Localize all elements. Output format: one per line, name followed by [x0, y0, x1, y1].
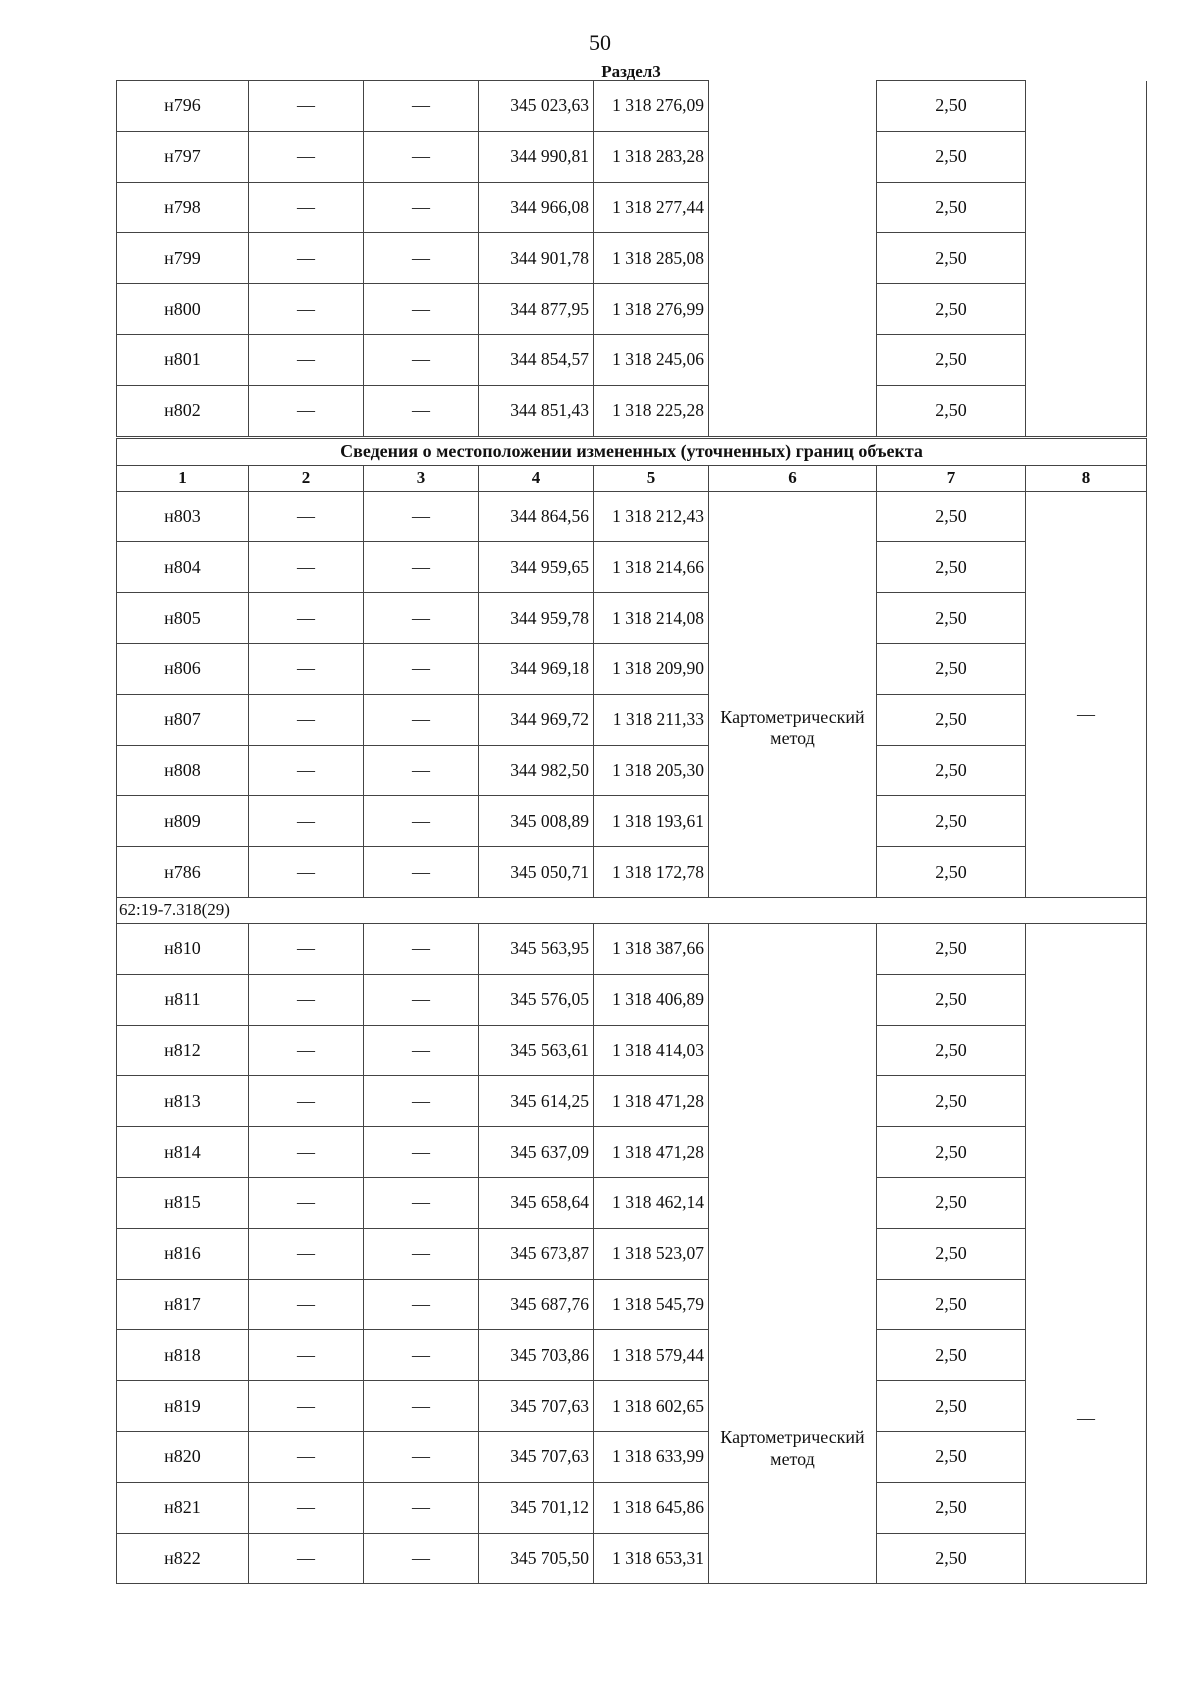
old-x-cell: — [249, 1177, 364, 1228]
x-coordinate-cell: 344 959,65 [479, 542, 594, 593]
old-y-cell: — [364, 643, 479, 694]
accuracy-cell: 2,50 [877, 643, 1026, 694]
y-coordinate-cell: 1 318 214,66 [594, 542, 709, 593]
point-id-cell: н822 [117, 1533, 249, 1584]
old-y-cell: — [364, 974, 479, 1025]
point-id-cell: н819 [117, 1381, 249, 1432]
table-row [117, 1127, 1147, 1178]
old-y-cell: — [364, 593, 479, 644]
column-number-5: 5 [594, 465, 709, 491]
old-y-cell: — [364, 1381, 479, 1432]
point-id-cell: н817 [117, 1279, 249, 1330]
y-coordinate-cell: 1 318 387,66 [594, 923, 709, 974]
y-coordinate-cell: 1 318 471,28 [594, 1076, 709, 1127]
accuracy-cell: 2,50 [877, 1482, 1026, 1533]
point-id-cell: н815 [117, 1177, 249, 1228]
table-row [117, 1482, 1147, 1533]
table-row [117, 694, 1147, 745]
x-coordinate-cell: 344 969,18 [479, 643, 594, 694]
table-block-a [117, 81, 1147, 438]
x-coordinate-cell: 345 705,50 [479, 1533, 594, 1584]
accuracy-cell: 2,50 [877, 1025, 1026, 1076]
description-cell [1026, 81, 1147, 438]
x-coordinate-cell: 345 658,64 [479, 1177, 594, 1228]
table-row [117, 1076, 1147, 1127]
page-number: 50 [589, 30, 611, 55]
table-row [117, 847, 1147, 898]
x-coordinate-cell: 345 614,25 [479, 1076, 594, 1127]
old-x-cell: — [249, 1431, 364, 1482]
table-row [117, 745, 1147, 796]
old-y-cell: — [364, 1025, 479, 1076]
x-coordinate-cell: 344 966,08 [479, 182, 594, 233]
y-coordinate-cell: 1 318 193,61 [594, 796, 709, 847]
column-number-7: 7 [877, 465, 1026, 491]
x-coordinate-cell: 345 023,63 [479, 81, 594, 132]
y-coordinate-cell: 1 318 211,33 [594, 694, 709, 745]
old-x-cell: — [249, 1330, 364, 1381]
method-cell: Картометрический метод [709, 491, 877, 897]
accuracy-cell: 2,50 [877, 1127, 1026, 1178]
table-row [117, 1330, 1147, 1381]
table-row [117, 1431, 1147, 1482]
y-coordinate-cell: 1 318 283,28 [594, 131, 709, 182]
point-id-cell: н818 [117, 1330, 249, 1381]
old-x-cell: — [249, 1076, 364, 1127]
y-coordinate-cell: 1 318 633,99 [594, 1431, 709, 1482]
old-x-cell: — [249, 385, 364, 437]
x-coordinate-cell: 345 673,87 [479, 1228, 594, 1279]
old-y-cell: — [364, 233, 479, 284]
old-y-cell: — [364, 1330, 479, 1381]
x-coordinate-cell: 345 050,71 [479, 847, 594, 898]
point-id-cell: н820 [117, 1431, 249, 1482]
accuracy-cell: 2,50 [877, 1330, 1026, 1381]
point-id-cell: н801 [117, 334, 249, 385]
accuracy-cell: 2,50 [877, 284, 1026, 335]
y-coordinate-cell: 1 318 172,78 [594, 847, 709, 898]
x-coordinate-cell: 344 864,56 [479, 491, 594, 542]
point-id-cell: н786 [117, 847, 249, 898]
point-id-cell: н814 [117, 1127, 249, 1178]
x-coordinate-cell: 345 576,05 [479, 974, 594, 1025]
point-id-cell: н804 [117, 542, 249, 593]
accuracy-cell: 2,50 [877, 847, 1026, 898]
y-coordinate-cell: 1 318 205,30 [594, 745, 709, 796]
old-x-cell: — [249, 182, 364, 233]
old-y-cell: — [364, 542, 479, 593]
table-row [117, 284, 1147, 335]
old-y-cell: — [364, 745, 479, 796]
y-coordinate-cell: 1 318 414,03 [594, 1025, 709, 1076]
x-coordinate-cell: 344 982,50 [479, 745, 594, 796]
old-y-cell: — [364, 1431, 479, 1482]
accuracy-cell: 2,50 [877, 1431, 1026, 1482]
point-id-cell: н821 [117, 1482, 249, 1533]
y-coordinate-cell: 1 318 545,79 [594, 1279, 709, 1330]
table-row [117, 796, 1147, 847]
x-coordinate-cell: 345 008,89 [479, 796, 594, 847]
old-y-cell: — [364, 1127, 479, 1178]
table-row [117, 1381, 1147, 1432]
point-id-cell: н812 [117, 1025, 249, 1076]
accuracy-cell: 2,50 [877, 1177, 1026, 1228]
old-y-cell: — [364, 1228, 479, 1279]
y-coordinate-cell: 1 318 523,07 [594, 1228, 709, 1279]
y-coordinate-cell: 1 318 276,99 [594, 284, 709, 335]
old-y-cell: — [364, 284, 479, 335]
accuracy-cell: 2,50 [877, 542, 1026, 593]
old-x-cell: — [249, 81, 364, 132]
section-heading: Сведения о местоположении измененных (уточненных) границ объекта [117, 437, 1147, 465]
old-x-cell: — [249, 1228, 364, 1279]
parcel-label: 62:19-7.318(29) [117, 897, 1147, 923]
x-coordinate-cell: 345 563,61 [479, 1025, 594, 1076]
x-coordinate-cell: 344 854,57 [479, 334, 594, 385]
accuracy-cell: 2,50 [877, 491, 1026, 542]
y-coordinate-cell: 1 318 209,90 [594, 643, 709, 694]
old-y-cell: — [364, 1279, 479, 1330]
accuracy-cell: 2,50 [877, 385, 1026, 437]
y-coordinate-cell: 1 318 214,08 [594, 593, 709, 644]
old-x-cell: — [249, 923, 364, 974]
accuracy-cell: 2,50 [877, 1228, 1026, 1279]
old-x-cell: — [249, 593, 364, 644]
old-x-cell: — [249, 974, 364, 1025]
old-x-cell: — [249, 1533, 364, 1584]
old-y-cell: — [364, 385, 479, 437]
accuracy-cell: 2,50 [877, 1381, 1026, 1432]
x-coordinate-cell: 345 707,63 [479, 1431, 594, 1482]
column-number-3: 3 [364, 465, 479, 491]
old-y-cell: — [364, 81, 479, 132]
old-y-cell: — [364, 847, 479, 898]
table-row [117, 643, 1147, 694]
x-coordinate-cell: 344 851,43 [479, 385, 594, 437]
old-y-cell: — [364, 1482, 479, 1533]
parcel-row-group [117, 897, 1147, 923]
y-coordinate-cell: 1 318 406,89 [594, 974, 709, 1025]
x-coordinate-cell: 344 990,81 [479, 131, 594, 182]
column-number-2: 2 [249, 465, 364, 491]
accuracy-cell: 2,50 [877, 694, 1026, 745]
method-cell [709, 81, 877, 438]
point-id-cell: н806 [117, 643, 249, 694]
table-row [117, 593, 1147, 644]
accuracy-cell: 2,50 [877, 1076, 1026, 1127]
accuracy-cell: 2,50 [877, 1533, 1026, 1584]
point-id-cell: н799 [117, 233, 249, 284]
table-row [117, 182, 1147, 233]
accuracy-cell: 2,50 [877, 1279, 1026, 1330]
point-id-cell: н800 [117, 284, 249, 335]
point-id-cell: н803 [117, 491, 249, 542]
table-row [117, 385, 1147, 437]
point-id-cell: н796 [117, 81, 249, 132]
accuracy-cell: 2,50 [877, 923, 1026, 974]
old-y-cell: — [364, 923, 479, 974]
description-cell: — [1026, 491, 1147, 897]
table-row [117, 131, 1147, 182]
y-coordinate-cell: 1 318 471,28 [594, 1127, 709, 1178]
y-coordinate-cell: 1 318 285,08 [594, 233, 709, 284]
old-y-cell: — [364, 334, 479, 385]
x-coordinate-cell: 345 703,86 [479, 1330, 594, 1381]
old-x-cell: — [249, 1025, 364, 1076]
old-x-cell: — [249, 1279, 364, 1330]
point-id-cell: н805 [117, 593, 249, 644]
y-coordinate-cell: 1 318 277,44 [594, 182, 709, 233]
old-y-cell: — [364, 1533, 479, 1584]
x-coordinate-cell: 344 901,78 [479, 233, 594, 284]
x-coordinate-cell: 345 637,09 [479, 1127, 594, 1178]
old-x-cell: — [249, 542, 364, 593]
table-row [117, 1279, 1147, 1330]
y-coordinate-cell: 1 318 602,65 [594, 1381, 709, 1432]
table-row [117, 923, 1147, 974]
table-row [117, 1177, 1147, 1228]
accuracy-cell: 2,50 [877, 131, 1026, 182]
description-cell: — [1026, 923, 1147, 1583]
y-coordinate-cell: 1 318 579,44 [594, 1330, 709, 1381]
point-id-cell: н797 [117, 131, 249, 182]
accuracy-cell: 2,50 [877, 233, 1026, 284]
old-x-cell: — [249, 334, 364, 385]
old-x-cell: — [249, 1127, 364, 1178]
y-coordinate-cell: 1 318 276,09 [594, 81, 709, 132]
column-number-8: 8 [1026, 465, 1147, 491]
old-x-cell: — [249, 694, 364, 745]
table-row [117, 334, 1147, 385]
table-row [117, 1228, 1147, 1279]
table-row [117, 491, 1147, 542]
point-id-cell: н798 [117, 182, 249, 233]
column-number-1: 1 [117, 465, 249, 491]
table-row [117, 233, 1147, 284]
y-coordinate-cell: 1 318 225,28 [594, 385, 709, 437]
accuracy-cell: 2,50 [877, 81, 1026, 132]
y-coordinate-cell: 1 318 212,43 [594, 491, 709, 542]
x-coordinate-cell: 345 701,12 [479, 1482, 594, 1533]
point-id-cell: н811 [117, 974, 249, 1025]
y-coordinate-cell: 1 318 645,86 [594, 1482, 709, 1533]
table-row [117, 974, 1147, 1025]
x-coordinate-cell: 344 959,78 [479, 593, 594, 644]
old-x-cell: — [249, 745, 364, 796]
old-x-cell: — [249, 796, 364, 847]
old-x-cell: — [249, 847, 364, 898]
old-y-cell: — [364, 694, 479, 745]
old-x-cell: — [249, 643, 364, 694]
point-id-cell: н810 [117, 923, 249, 974]
old-x-cell: — [249, 284, 364, 335]
old-x-cell: — [249, 491, 364, 542]
accuracy-cell: 2,50 [877, 796, 1026, 847]
column-number-6: 6 [709, 465, 877, 491]
table-block-c [117, 923, 1147, 1583]
old-x-cell: — [249, 131, 364, 182]
old-y-cell: — [364, 131, 479, 182]
y-coordinate-cell: 1 318 245,06 [594, 334, 709, 385]
old-y-cell: — [364, 491, 479, 542]
old-y-cell: — [364, 1076, 479, 1127]
accuracy-cell: 2,50 [877, 334, 1026, 385]
old-x-cell: — [249, 233, 364, 284]
old-x-cell: — [249, 1381, 364, 1432]
table-block-b [117, 491, 1147, 897]
table-row [117, 81, 1147, 132]
table-header [117, 437, 1147, 491]
x-coordinate-cell: 344 969,72 [479, 694, 594, 745]
x-coordinate-cell: 344 877,95 [479, 284, 594, 335]
y-coordinate-cell: 1 318 462,14 [594, 1177, 709, 1228]
point-id-cell: н816 [117, 1228, 249, 1279]
accuracy-cell: 2,50 [877, 182, 1026, 233]
x-coordinate-cell: 345 563,95 [479, 923, 594, 974]
point-id-cell: н807 [117, 694, 249, 745]
old-y-cell: — [364, 1177, 479, 1228]
x-coordinate-cell: 345 687,76 [479, 1279, 594, 1330]
accuracy-cell: 2,50 [877, 974, 1026, 1025]
point-id-cell: н809 [117, 796, 249, 847]
old-x-cell: — [249, 1482, 364, 1533]
point-id-cell: н808 [117, 745, 249, 796]
table-row [117, 542, 1147, 593]
coordinates-table [116, 80, 1147, 1584]
table-row [117, 1533, 1147, 1584]
accuracy-cell: 2,50 [877, 745, 1026, 796]
column-number-4: 4 [479, 465, 594, 491]
point-id-cell: н802 [117, 385, 249, 437]
section-title: Раздел3 [601, 62, 661, 81]
accuracy-cell: 2,50 [877, 593, 1026, 644]
point-id-cell: н813 [117, 1076, 249, 1127]
table-row [117, 1025, 1147, 1076]
old-y-cell: — [364, 182, 479, 233]
y-coordinate-cell: 1 318 653,31 [594, 1533, 709, 1584]
method-cell: Картометрический метод [709, 923, 877, 1583]
old-y-cell: — [364, 796, 479, 847]
x-coordinate-cell: 345 707,63 [479, 1381, 594, 1432]
